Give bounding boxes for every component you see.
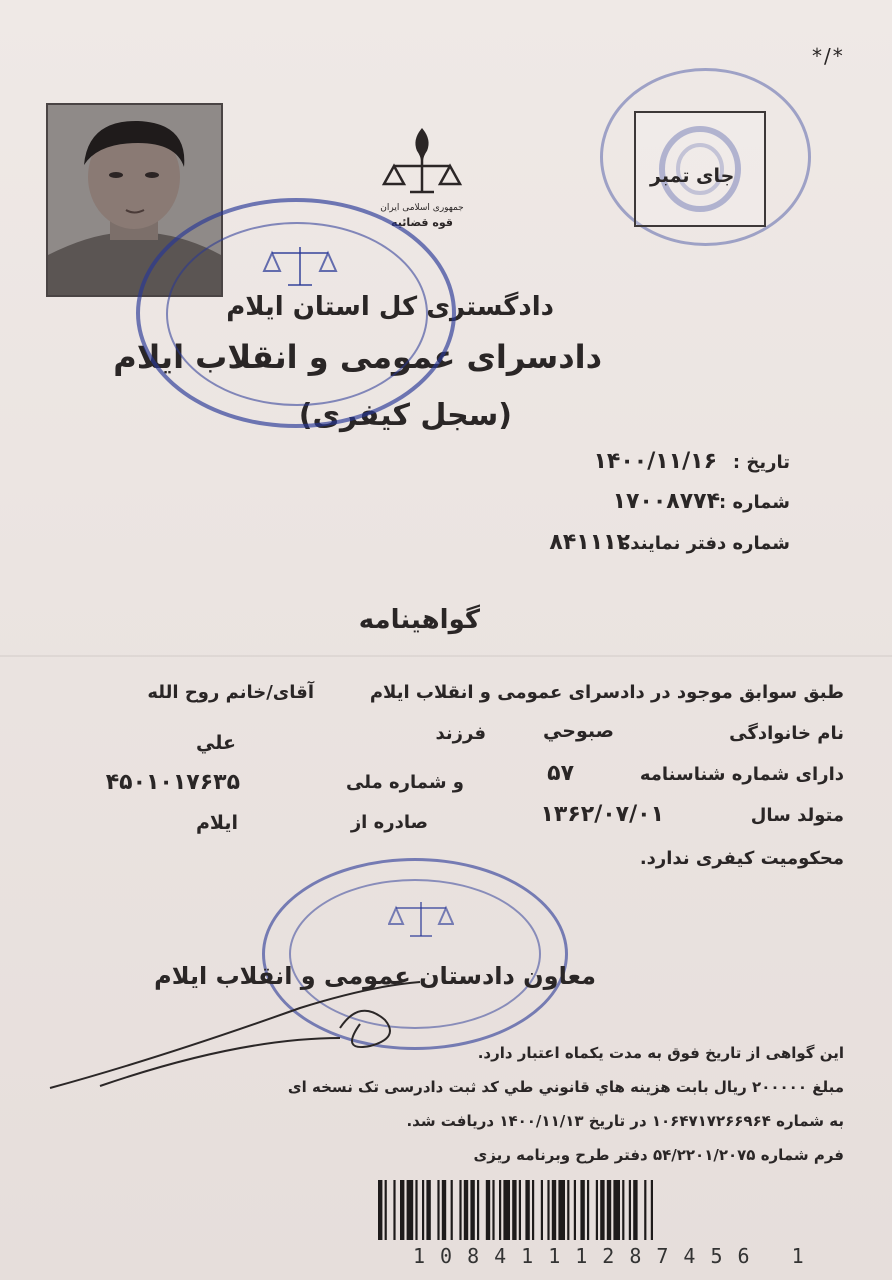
footer-line-2: مبلغ ۲۰۰۰۰۰ ریال بابت هزینه هاي قانوني طي کد ثبت دادرسی تک نسخه ای: [287, 1078, 844, 1096]
issued-label: صادره از: [350, 812, 428, 833]
date-value: ۱۴۰۰/۱۱/۱۶: [593, 449, 717, 474]
certificate-title: گواهینامه: [358, 605, 480, 635]
footer-line-4: فرم شماره ۵۴/۲۲۰۱/۲۰۷۵ دفتر طرح وبرنامه ریزی: [473, 1146, 844, 1164]
seal-scales-icon: [262, 243, 338, 293]
office-row: [606, 533, 790, 554]
emblem-sub: قوه قضائیه: [391, 216, 453, 229]
office-value: ۸۴۱۱۱۲: [549, 530, 630, 555]
conclusion-text: محکومیت کیفری ندارد.: [639, 848, 844, 869]
header-line-2: دادسرای عمومی و انقلاب ایلام: [113, 338, 602, 376]
header-line-1: دادگستری کل استان ایلام: [226, 292, 554, 322]
mr-ms-name: آقای/خانم روح الله: [147, 682, 314, 703]
seal-scales-icon-2: [388, 898, 454, 944]
national-value: ۴۵۰۱۰۱۷۶۳۵: [105, 770, 240, 795]
barcode-number: 1084111287456 1: [413, 1244, 819, 1268]
born-value: ۱۳۶۲/۰۷/۰۱: [540, 802, 664, 827]
header-line-3: (سجل کیفری): [298, 398, 512, 433]
stamp-box-label: جای تمبر: [650, 165, 735, 187]
number-value: ۱۷۰۰۸۷۷۴: [612, 489, 720, 514]
number-label: شماره :: [719, 492, 790, 513]
footer-line-1: این گواهی از تاریخ فوق به مدت یکماه اعتبار دارد.: [477, 1044, 844, 1062]
father-value: علي: [196, 732, 236, 754]
national-label: و شماره ملی: [346, 772, 464, 793]
issued-value: ایلام: [196, 812, 238, 834]
paper-fold: [0, 655, 892, 657]
child-label: فرزند: [435, 723, 486, 744]
date-row: [733, 452, 790, 473]
barcode: [378, 1180, 838, 1240]
signer-title: معاون دادستان عمومی و انقلاب ایلام: [154, 962, 596, 990]
office-label: شماره دفتر نماینده :: [606, 533, 790, 554]
number-row: [719, 492, 790, 513]
corner-mark: */*: [812, 44, 845, 68]
court-seal-top: [136, 198, 456, 428]
footer-line-3: به شماره ۱۰۶۴۷۱۷۲۶۶۹۶۴ در تاریخ ۱۴۰۰/۱۱/۱۳ دریافت شد.: [406, 1112, 844, 1130]
born-label: متولد سال: [750, 805, 844, 826]
id-value: ۵۷: [547, 761, 574, 786]
family-value: صبوحي: [543, 720, 614, 742]
intro-text: طبق سوابق موجود در دادسرای عمومی و انقلاب ایلام: [369, 682, 844, 703]
family-label: نام خانوادگی: [729, 723, 844, 744]
date-label: تاریخ :: [732, 452, 790, 473]
id-label: دارای شماره شناسنامه: [639, 764, 844, 785]
emblem-caption: جمهوری اسلامی ایران: [380, 203, 464, 213]
